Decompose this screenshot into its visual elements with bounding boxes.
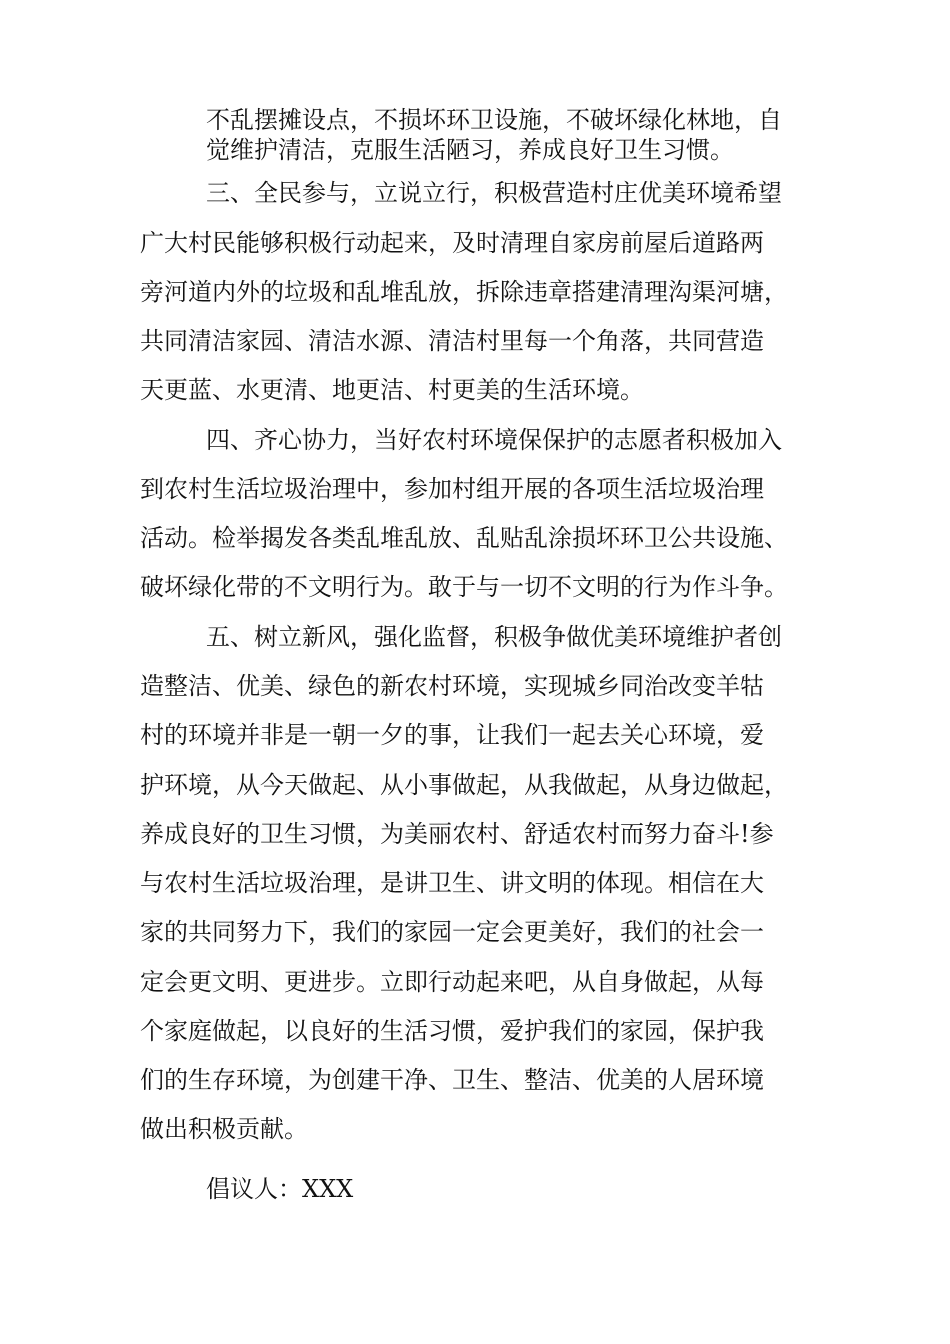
signature-line: 倡议人：XXX	[206, 1175, 354, 1203]
text-line: 觉维护清洁，克服生活陋习，养成良好卫生习惯。	[206, 136, 734, 164]
text-line: 到农村生活垃圾治理中，参加村组开展的各项生活垃圾治理	[140, 475, 764, 503]
paragraph-5-heading-line: 五、树立新风，强化监督，积极争做优美环境维护者创	[206, 623, 782, 651]
text-line: 个家庭做起，以良好的生活习惯，爱护我们的家园，保护我	[140, 1017, 764, 1045]
text-line: 广大村民能够积极行动起来，及时清理自家房前屋后道路两	[140, 229, 764, 257]
text-line: 养成良好的卫生习惯，为美丽农村、舒适农村而努力奋斗!参	[140, 820, 774, 848]
text-line: 旁河道内外的垃圾和乱堆乱放，拆除违章搭建清理沟渠河塘，	[140, 278, 788, 306]
text-line: 做出积极贡献。	[140, 1115, 308, 1143]
text-line: 定会更文明、更进步。立即行动起来吧，从自身做起，从每	[140, 968, 764, 996]
text-line: 与农村生活垃圾治理，是讲卫生、讲文明的体现。相信在大	[140, 869, 764, 897]
text-line: 不乱摆摊设点，不损坏环卫设施，不破坏绿化林地，自	[206, 106, 782, 134]
text-line: 们的生存环境，为创建干净、卫生、整洁、优美的人居环境	[140, 1066, 764, 1094]
text-line: 造整洁、优美、绿色的新农村环境，实现城乡同治改变羊牯	[140, 672, 764, 700]
text-line: 家的共同努力下，我们的家园一定会更美好，我们的社会一	[140, 918, 764, 946]
text-line: 天更蓝、水更清、地更洁、村更美的生活环境。	[140, 376, 644, 404]
text-line: 村的环境并非是一朝一夕的事，让我们一起去关心环境，爱	[140, 721, 764, 749]
paragraph-4-heading-line: 四、齐心协力，当好农村环境保保护的志愿者积极加入	[206, 426, 782, 454]
text-line: 共同清洁家园、清洁水源、清洁村里每一个角落，共同营造	[140, 327, 764, 355]
text-line: 破坏绿化带的不文明行为。敢于与一切不文明的行为作斗争。	[140, 573, 788, 601]
text-line: 活动。检举揭发各类乱堆乱放、乱贴乱涂损坏环卫公共设施、	[140, 524, 788, 552]
text-line: 护环境，从今天做起、从小事做起，从我做起，从身边做起，	[140, 771, 788, 799]
paragraph-3-heading-line: 三、全民参与，立说立行，积极营造村庄优美环境希望	[206, 179, 782, 207]
